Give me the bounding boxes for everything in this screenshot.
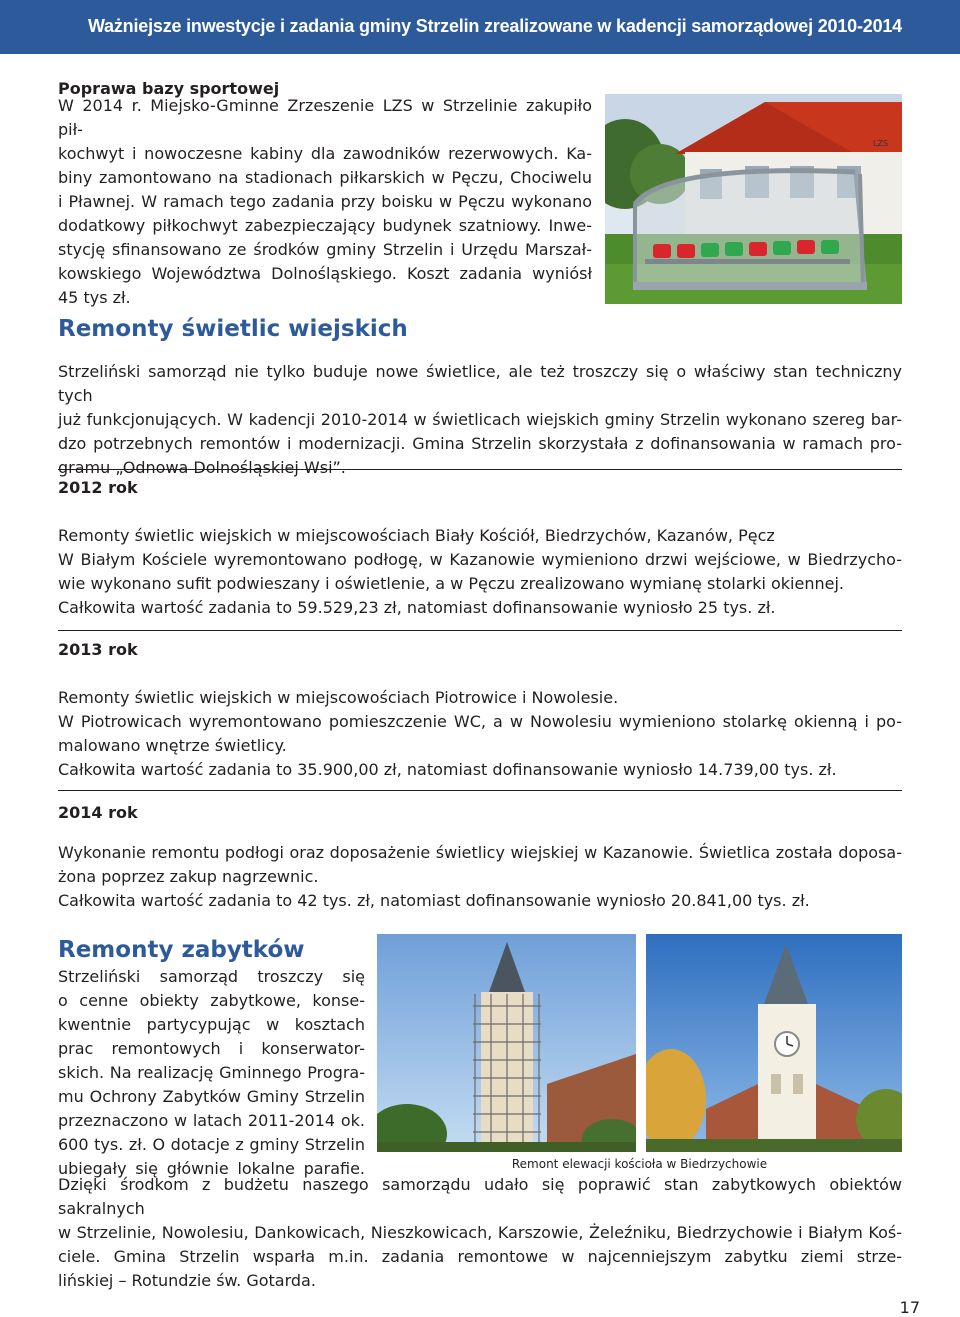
church-scaffolding-drawing	[377, 934, 636, 1152]
monuments-side-line: kwentnie partycypując w kosztach	[58, 1015, 365, 1034]
sport-line: i Pławnej. W ramach tego zadania przy boisku w Pęczu wykonano	[58, 192, 592, 211]
monuments-side-line: 600 tys. zł. O dotacje z gminy Strzelin	[58, 1135, 365, 1154]
church-scaffolding-photo	[377, 934, 636, 1152]
monuments-side-line: przeznaczono w latach 2011-2014 ok.	[58, 1111, 365, 1130]
monuments-full-line: ciele. Gmina Strzelin wsparła m.in. zadania remontowe w najcenniejszym zabytku ziemi strze-	[58, 1247, 902, 1266]
year-2014-line: Całkowita wartość zadania to 42 tys. zł, natomiast dofinansowanie wyniosło 20.841,00 tys. zł.	[58, 891, 810, 910]
year-2014-line: żona poprzez zakup nagrzewnic.	[58, 867, 319, 886]
monuments-side-line: skich. Na realizację Gminnego Progra-	[58, 1063, 365, 1082]
substitutes-bench-photo	[605, 94, 902, 304]
year-2013-line: malowano wnętrze świetlicy.	[58, 736, 287, 755]
year-2014-label: 2014 rok	[58, 803, 138, 822]
bench-photo-drawing	[605, 94, 902, 304]
community-heading: Remonty świetlic wiejskich	[58, 316, 408, 342]
restored-church-photo	[646, 934, 902, 1152]
sport-line: W 2014 r. Miejsko-Gminne Zrzeszenie LZS w Strzelinie zakupiło pił-	[58, 96, 592, 139]
monuments-side-line: Strzeliński samorząd troszczy się	[58, 967, 365, 986]
year-2014-paragraph	[58, 841, 902, 913]
monuments-side-line: o cenne obiekty zabytkowe, konse-	[58, 991, 365, 1010]
photo-caption: Remont elewacji kościoła w Biedrzychowie	[511, 1157, 768, 1171]
sport-line: 45 tys zł.	[58, 288, 131, 307]
sport-heading: Poprawa bazy sportowej	[58, 79, 280, 98]
year-divider	[58, 630, 902, 631]
monuments-full-line: lińskiej – Rotundzie św. Gotarda.	[58, 1271, 316, 1290]
year-2012-line: wie wykonano sufit podwieszany i oświetlenie, a w Pęczu zrealizowano wymianę stolarki okiennej.	[58, 574, 844, 593]
monuments-full-paragraph	[58, 1173, 902, 1293]
sport-line: kochwyt i nowoczesne kabiny dla zawodników rezerwowych. Ka-	[58, 144, 592, 163]
community-line: dzo potrzebnych remontów i modernizacji. Gmina Strzelin skorzystała z dofinansowania w ramach pro-	[58, 434, 902, 453]
restored-church-drawing	[646, 934, 902, 1152]
page-number: 17	[899, 1298, 920, 1317]
page-header-title: Ważniejsze inwestycje i zadania gminy Strzelin zrealizowane w kadencji samorządowej 2010-2014	[87, 16, 902, 36]
sport-line: kowskiego Województwa Dolnośląskiego. Koszt zadania wyniósł	[58, 264, 592, 283]
year-2013-line: W Piotrowicach wyremontowano pomieszczenie WC, a w Nowolesiu wymieniono stolarkę okienną i po-	[58, 712, 902, 731]
year-2012-line: W Białym Kościele wyremontowano podłogę, w Kazanowie wymieniono drzwi wejściowe, w Biedrzycho-	[58, 550, 902, 569]
year-2012-line: Remonty świetlic wiejskich w miejscowościach Biały Kościół, Biedrzychów, Kazanów, Pęcz	[58, 526, 775, 545]
monuments-heading: Remonty zabytków	[58, 937, 305, 963]
year-divider	[58, 469, 902, 470]
monuments-side-line: ubiegały się głównie lokalne parafie.	[58, 1159, 365, 1178]
year-2013-paragraph	[58, 686, 902, 782]
monuments-side-line: mu Ochrony Zabytków Gminy Strzelin	[58, 1087, 365, 1106]
community-line: już funkcjonujących. W kadencji 2010-2014 w świetlicach wiejskich gminy Strzelin wykonano szereg bar-	[58, 410, 902, 429]
community-paragraph	[58, 360, 902, 480]
year-2013-line: Całkowita wartość zadania to 35.900,00 zł, natomiast dofinansowanie wyniosło 14.739,00 tys. zł.	[58, 760, 837, 779]
year-2012-label: 2012 rok	[58, 478, 138, 497]
monuments-full-line: w Strzelinie, Nowolesiu, Dankowicach, Nieszkowicach, Karszowie, Żeleźniku, Biedrzychowie i Białym Koś-	[58, 1223, 902, 1242]
sport-line: biny zamontowano na stadionach piłkarskich w Pęczu, Chociwelu	[58, 168, 592, 187]
monuments-side-line: prac remontowych i konserwator-	[58, 1039, 365, 1058]
year-2014-line: Wykonanie remontu podłogi oraz doposażenie świetlicy wiejskiej w Kazanowie. Świetlica została doposa-	[58, 843, 902, 862]
year-divider	[58, 790, 902, 791]
building-sign-text: LZS	[873, 139, 889, 148]
year-2012-line: Całkowita wartość zadania to 59.529,23 zł, natomiast dofinansowanie wyniosło 25 tys. zł.	[58, 598, 776, 617]
year-2012-paragraph	[58, 524, 902, 620]
sport-line: dodatkowy piłkochwyt zabezpieczający budynek szatniowy. Inwe-	[58, 216, 592, 235]
monuments-full-line: Dzięki środkom z budżetu naszego samorządu udało się poprawić stan zabytkowych obiektów sakralnych	[58, 1175, 902, 1218]
year-2013-line: Remonty świetlic wiejskich w miejscowościach Piotrowice i Nowolesie.	[58, 688, 619, 707]
community-line: Strzeliński samorząd nie tylko buduje nowe świetlice, ale też troszczy się o właściwy stan techniczny tych	[58, 362, 902, 405]
community-line: gramu „Odnowa Dolnośląskiej Wsi”.	[58, 458, 346, 477]
sport-paragraph	[58, 94, 592, 310]
year-2013-label: 2013 rok	[58, 640, 138, 659]
monuments-side-paragraph	[58, 965, 365, 1181]
sport-line: stycję sfinansowano ze środków gminy Strzelin i Urzędu Marszał-	[58, 240, 592, 259]
